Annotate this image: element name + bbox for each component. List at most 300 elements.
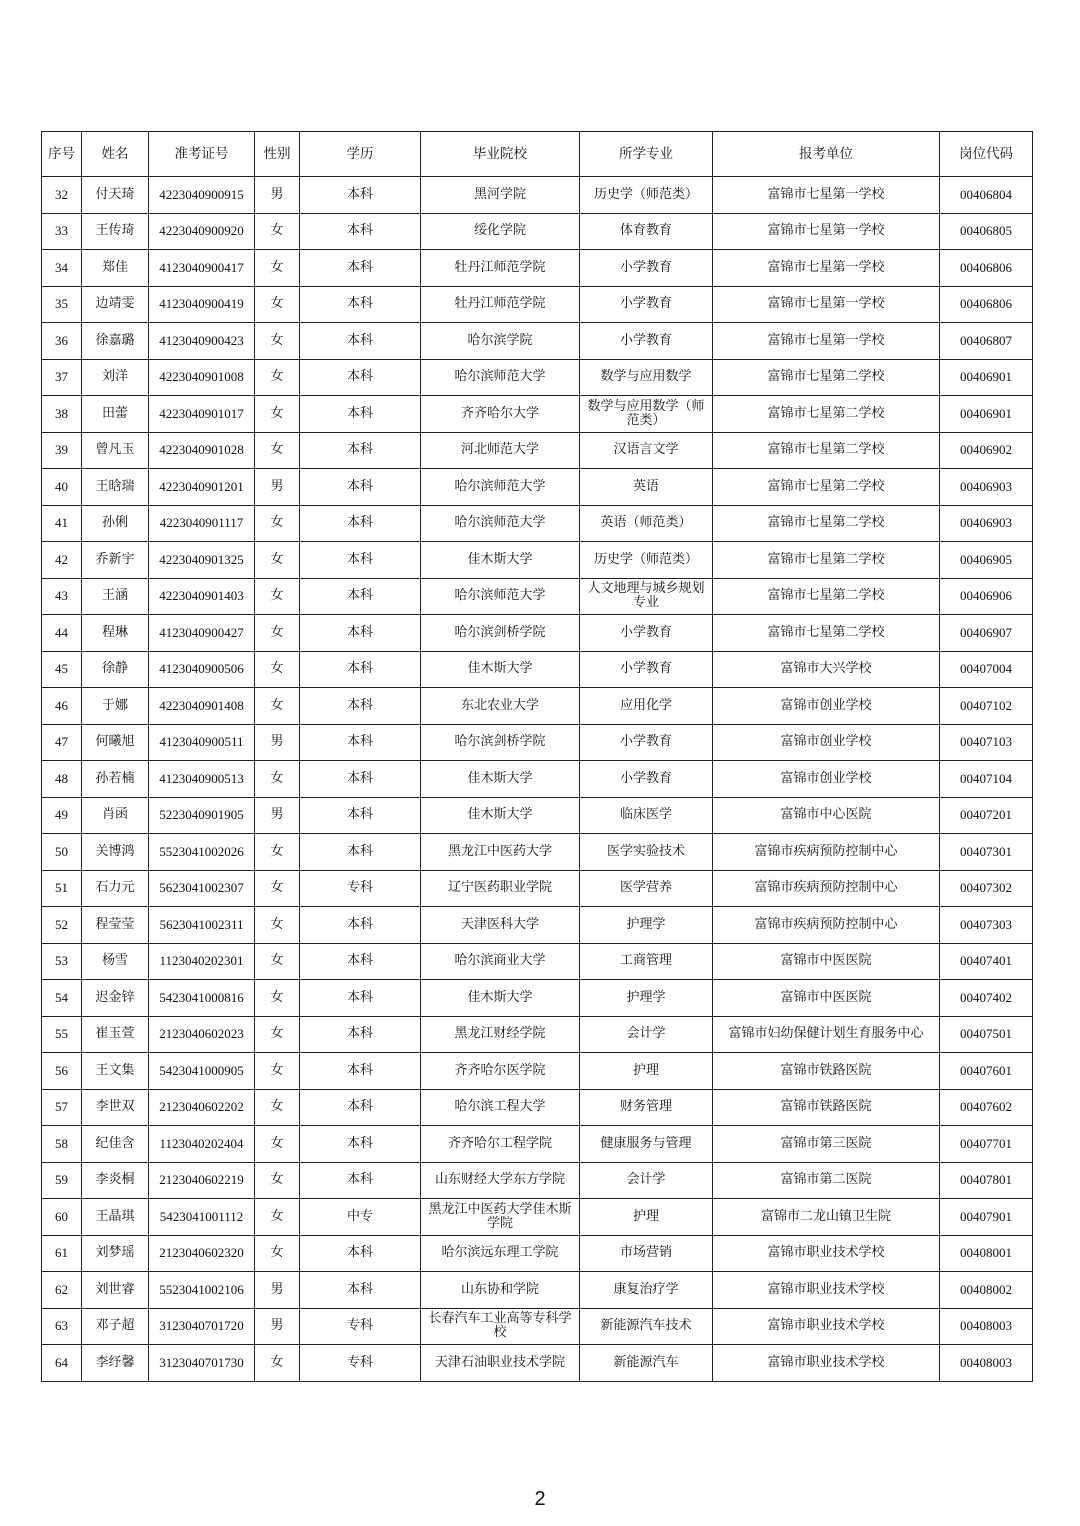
cell-index: 37	[42, 359, 82, 396]
cell-exam-id: 4223040901403	[149, 578, 255, 615]
cell-education: 本科	[300, 615, 421, 652]
cell-education: 本科	[300, 907, 421, 944]
cell-employer: 富锦市疾病预防控制中心	[713, 907, 940, 944]
cell-education: 本科	[300, 323, 421, 360]
table-row	[42, 980, 1033, 1017]
cell-exam-id: 4223040901325	[149, 542, 255, 579]
cell-employer: 富锦市七星第一学校	[713, 250, 940, 287]
cell-education: 本科	[300, 980, 421, 1017]
cell-exam-id: 5623041002311	[149, 907, 255, 944]
cell-major: 汉语言文学	[580, 432, 713, 469]
cell-education: 本科	[300, 1235, 421, 1272]
cell-major: 小学教育	[580, 724, 713, 761]
cell-index: 40	[42, 469, 82, 506]
cell-index: 53	[42, 943, 82, 980]
cell-school: 河北师范大学	[421, 432, 580, 469]
cell-exam-id: 1123040202301	[149, 943, 255, 980]
cell-school: 山东财经大学东方学院	[421, 1162, 580, 1199]
cell-major: 临床医学	[580, 797, 713, 834]
cell-employer: 富锦市七星第二学校	[713, 396, 940, 433]
cell-position-code: 00406903	[940, 469, 1033, 506]
cell-gender: 女	[255, 432, 300, 469]
cell-major: 市场营销	[580, 1235, 713, 1272]
table-row	[42, 1199, 1033, 1236]
cell-name: 徐静	[82, 651, 149, 688]
cell-exam-id: 3123040701720	[149, 1308, 255, 1345]
cell-index: 62	[42, 1272, 82, 1309]
cell-name: 杨雪	[82, 943, 149, 980]
cell-education: 本科	[300, 505, 421, 542]
cell-employer: 富锦市中心医院	[713, 797, 940, 834]
cell-name: 李世双	[82, 1089, 149, 1126]
cell-index: 42	[42, 542, 82, 579]
cell-name: 刘洋	[82, 359, 149, 396]
cell-name: 石力元	[82, 870, 149, 907]
cell-major: 小学教育	[580, 761, 713, 798]
cell-employer: 富锦市七星第二学校	[713, 469, 940, 506]
cell-major: 小学教育	[580, 286, 713, 323]
cell-index: 56	[42, 1053, 82, 1090]
cell-school: 黑龙江中医药大学佳木斯学院	[421, 1199, 580, 1236]
cell-gender: 女	[255, 615, 300, 652]
cell-name: 崔玉萱	[82, 1016, 149, 1053]
cell-position-code: 00406901	[940, 396, 1033, 433]
cell-gender: 女	[255, 359, 300, 396]
cell-name: 徐嘉璐	[82, 323, 149, 360]
table-row	[42, 469, 1033, 506]
cell-school: 哈尔滨工程大学	[421, 1089, 580, 1126]
cell-gender: 女	[255, 1199, 300, 1236]
cell-index: 51	[42, 870, 82, 907]
cell-position-code: 00407801	[940, 1162, 1033, 1199]
cell-school: 天津石油职业技术学院	[421, 1345, 580, 1382]
table-row	[42, 250, 1033, 287]
cell-school: 哈尔滨师范大学	[421, 578, 580, 615]
cell-position-code: 00406906	[940, 578, 1033, 615]
table-row	[42, 651, 1033, 688]
cell-school: 黑龙江中医药大学	[421, 834, 580, 871]
cell-name: 孙若楠	[82, 761, 149, 798]
cell-position-code: 00406804	[940, 177, 1033, 214]
cell-position-code: 00406806	[940, 286, 1033, 323]
cell-index: 34	[42, 250, 82, 287]
cell-index: 54	[42, 980, 82, 1017]
cell-name: 于娜	[82, 688, 149, 725]
cell-major: 工商管理	[580, 943, 713, 980]
cell-major: 护理	[580, 1053, 713, 1090]
cell-employer: 富锦市职业技术学校	[713, 1235, 940, 1272]
cell-name: 王晗瑞	[82, 469, 149, 506]
cell-index: 33	[42, 213, 82, 250]
cell-school: 哈尔滨剑桥学院	[421, 615, 580, 652]
cell-exam-id: 4123040900417	[149, 250, 255, 287]
cell-school: 哈尔滨师范大学	[421, 505, 580, 542]
cell-name: 王涵	[82, 578, 149, 615]
cell-school: 齐齐哈尔医学院	[421, 1053, 580, 1090]
cell-education: 本科	[300, 469, 421, 506]
cell-index: 35	[42, 286, 82, 323]
cell-education: 本科	[300, 688, 421, 725]
cell-employer: 富锦市职业技术学校	[713, 1272, 940, 1309]
cell-employer: 富锦市疾病预防控制中心	[713, 834, 940, 871]
cell-school: 齐齐哈尔大学	[421, 396, 580, 433]
cell-school: 佳木斯大学	[421, 651, 580, 688]
cell-exam-id: 5623041002307	[149, 870, 255, 907]
cell-position-code: 00408003	[940, 1308, 1033, 1345]
cell-index: 58	[42, 1126, 82, 1163]
cell-position-code: 00408001	[940, 1235, 1033, 1272]
cell-name: 纪佳含	[82, 1126, 149, 1163]
table-row	[42, 907, 1033, 944]
cell-name: 刘世睿	[82, 1272, 149, 1309]
cell-school: 山东协和学院	[421, 1272, 580, 1309]
cell-name: 刘梦瑶	[82, 1235, 149, 1272]
cell-name: 郑佳	[82, 250, 149, 287]
table-row	[42, 1345, 1033, 1382]
table-row	[42, 396, 1033, 433]
cell-position-code: 00407303	[940, 907, 1033, 944]
cell-employer: 富锦市疾病预防控制中心	[713, 870, 940, 907]
cell-education: 本科	[300, 651, 421, 688]
cell-exam-id: 5423041000905	[149, 1053, 255, 1090]
cell-position-code: 00406902	[940, 432, 1033, 469]
cell-gender: 女	[255, 542, 300, 579]
cell-school: 黑龙江财经学院	[421, 1016, 580, 1053]
cell-major: 英语（师范类）	[580, 505, 713, 542]
cell-name: 王文集	[82, 1053, 149, 1090]
cell-major: 护理	[580, 1199, 713, 1236]
cell-index: 41	[42, 505, 82, 542]
cell-education: 本科	[300, 578, 421, 615]
cell-school: 东北农业大学	[421, 688, 580, 725]
cell-name: 边靖雯	[82, 286, 149, 323]
cell-school: 牡丹江师范学院	[421, 250, 580, 287]
cell-gender: 女	[255, 286, 300, 323]
cell-school: 长春汽车工业高等专科学校	[421, 1308, 580, 1345]
col-header-exam-id: 准考证号	[149, 132, 255, 177]
cell-name: 李纾馨	[82, 1345, 149, 1382]
cell-exam-id: 4123040900423	[149, 323, 255, 360]
cell-employer: 富锦市创业学校	[713, 724, 940, 761]
cell-school: 佳木斯大学	[421, 980, 580, 1017]
cell-school: 佳木斯大学	[421, 761, 580, 798]
cell-major: 英语	[580, 469, 713, 506]
col-header-education: 学历	[300, 132, 421, 177]
cell-major: 小学教育	[580, 651, 713, 688]
cell-gender: 女	[255, 1089, 300, 1126]
cell-employer: 富锦市中医医院	[713, 943, 940, 980]
cell-major: 历史学（师范类）	[580, 542, 713, 579]
header-row	[42, 132, 1033, 177]
cell-employer: 富锦市职业技术学校	[713, 1345, 940, 1382]
cell-education: 本科	[300, 359, 421, 396]
cell-major: 康复治疗学	[580, 1272, 713, 1309]
cell-school: 天津医科大学	[421, 907, 580, 944]
roster-body	[42, 177, 1033, 1382]
cell-major: 体育教育	[580, 213, 713, 250]
cell-index: 43	[42, 578, 82, 615]
col-header-employer: 报考单位	[713, 132, 940, 177]
cell-name: 程琳	[82, 615, 149, 652]
cell-major: 医学营养	[580, 870, 713, 907]
cell-name: 王晶琪	[82, 1199, 149, 1236]
cell-major: 财务管理	[580, 1089, 713, 1126]
cell-education: 本科	[300, 797, 421, 834]
cell-gender: 女	[255, 1235, 300, 1272]
cell-gender: 男	[255, 797, 300, 834]
cell-gender: 女	[255, 907, 300, 944]
cell-index: 44	[42, 615, 82, 652]
cell-index: 59	[42, 1162, 82, 1199]
cell-index: 49	[42, 797, 82, 834]
col-header-name: 姓名	[82, 132, 149, 177]
cell-name: 乔新宇	[82, 542, 149, 579]
cell-gender: 女	[255, 1126, 300, 1163]
cell-position-code: 00408003	[940, 1345, 1033, 1382]
page-number: 2	[534, 1488, 546, 1510]
cell-school: 绥化学院	[421, 213, 580, 250]
cell-education: 本科	[300, 213, 421, 250]
table-row	[42, 943, 1033, 980]
cell-school: 哈尔滨远东理工学院	[421, 1235, 580, 1272]
table-row	[42, 797, 1033, 834]
table-row	[42, 1162, 1033, 1199]
table-row	[42, 323, 1033, 360]
cell-position-code: 00407301	[940, 834, 1033, 871]
cell-position-code: 00407901	[940, 1199, 1033, 1236]
cell-major: 会计学	[580, 1162, 713, 1199]
cell-exam-id: 4123040900506	[149, 651, 255, 688]
cell-gender: 男	[255, 177, 300, 214]
cell-gender: 女	[255, 1016, 300, 1053]
cell-exam-id: 4223040901008	[149, 359, 255, 396]
cell-name: 孙俐	[82, 505, 149, 542]
cell-position-code: 00407401	[940, 943, 1033, 980]
cell-employer: 富锦市二龙山镇卫生院	[713, 1199, 940, 1236]
cell-major: 人文地理与城乡规划专业	[580, 578, 713, 615]
cell-position-code: 00407102	[940, 688, 1033, 725]
cell-education: 本科	[300, 177, 421, 214]
cell-position-code: 00407701	[940, 1126, 1033, 1163]
cell-position-code: 00407004	[940, 651, 1033, 688]
cell-position-code: 00407501	[940, 1016, 1033, 1053]
cell-gender: 男	[255, 1272, 300, 1309]
cell-index: 36	[42, 323, 82, 360]
cell-position-code: 00407104	[940, 761, 1033, 798]
cell-exam-id: 5523041002106	[149, 1272, 255, 1309]
cell-education: 本科	[300, 396, 421, 433]
cell-school: 齐齐哈尔工程学院	[421, 1126, 580, 1163]
cell-name: 程莹莹	[82, 907, 149, 944]
cell-gender: 女	[255, 250, 300, 287]
cell-name: 迟金锌	[82, 980, 149, 1017]
cell-major: 医学实验技术	[580, 834, 713, 871]
cell-employer: 富锦市中医医院	[713, 980, 940, 1017]
cell-education: 本科	[300, 724, 421, 761]
cell-exam-id: 5523041002026	[149, 834, 255, 871]
cell-school: 辽宁医药职业学院	[421, 870, 580, 907]
cell-exam-id: 4123040900427	[149, 615, 255, 652]
cell-employer: 富锦市七星第一学校	[713, 323, 940, 360]
cell-major: 护理学	[580, 980, 713, 1017]
cell-exam-id: 5423041001112	[149, 1199, 255, 1236]
cell-gender: 女	[255, 1162, 300, 1199]
table-row	[42, 1235, 1033, 1272]
cell-major: 应用化学	[580, 688, 713, 725]
table-row	[42, 213, 1033, 250]
table-row	[42, 432, 1033, 469]
cell-employer: 富锦市七星第二学校	[713, 615, 940, 652]
cell-major: 会计学	[580, 1016, 713, 1053]
cell-employer: 富锦市七星第二学校	[713, 505, 940, 542]
cell-school: 哈尔滨师范大学	[421, 469, 580, 506]
cell-gender: 女	[255, 323, 300, 360]
table-row	[42, 1053, 1033, 1090]
cell-gender: 女	[255, 396, 300, 433]
cell-name: 李炎桐	[82, 1162, 149, 1199]
cell-education: 本科	[300, 250, 421, 287]
cell-gender: 男	[255, 724, 300, 761]
cell-employer: 富锦市铁路医院	[713, 1053, 940, 1090]
cell-exam-id: 4223040900920	[149, 213, 255, 250]
cell-position-code: 00408002	[940, 1272, 1033, 1309]
cell-position-code: 00406807	[940, 323, 1033, 360]
cell-employer: 富锦市铁路医院	[713, 1089, 940, 1126]
cell-name: 邓子超	[82, 1308, 149, 1345]
cell-major: 历史学（师范类）	[580, 177, 713, 214]
cell-education: 本科	[300, 286, 421, 323]
cell-name: 何曦旭	[82, 724, 149, 761]
cell-position-code: 00407402	[940, 980, 1033, 1017]
cell-exam-id: 4223040901201	[149, 469, 255, 506]
cell-employer: 富锦市七星第一学校	[713, 286, 940, 323]
cell-exam-id: 4223040901017	[149, 396, 255, 433]
cell-school: 佳木斯大学	[421, 797, 580, 834]
cell-exam-id: 4223040901028	[149, 432, 255, 469]
cell-exam-id: 4123040900419	[149, 286, 255, 323]
cell-exam-id: 4123040900511	[149, 724, 255, 761]
cell-major: 小学教育	[580, 250, 713, 287]
cell-education: 专科	[300, 1345, 421, 1382]
cell-school: 哈尔滨学院	[421, 323, 580, 360]
cell-position-code: 00406903	[940, 505, 1033, 542]
cell-name: 曾凡玉	[82, 432, 149, 469]
cell-gender: 女	[255, 1345, 300, 1382]
cell-employer: 富锦市七星第二学校	[713, 578, 940, 615]
col-header-major: 所学专业	[580, 132, 713, 177]
table-row	[42, 870, 1033, 907]
cell-index: 57	[42, 1089, 82, 1126]
cell-employer: 富锦市七星第一学校	[713, 177, 940, 214]
cell-exam-id: 5223040901905	[149, 797, 255, 834]
cell-employer: 富锦市职业技术学校	[713, 1308, 940, 1345]
table-row	[42, 761, 1033, 798]
cell-school: 牡丹江师范学院	[421, 286, 580, 323]
cell-gender: 女	[255, 943, 300, 980]
col-header-gender: 性别	[255, 132, 300, 177]
table-row	[42, 1089, 1033, 1126]
table-row	[42, 177, 1033, 214]
table-row	[42, 1126, 1033, 1163]
cell-major: 新能源汽车	[580, 1345, 713, 1382]
cell-index: 39	[42, 432, 82, 469]
cell-education: 本科	[300, 761, 421, 798]
cell-employer: 富锦市七星第一学校	[713, 213, 940, 250]
cell-position-code: 00406805	[940, 213, 1033, 250]
cell-index: 63	[42, 1308, 82, 1345]
cell-exam-id: 3123040701730	[149, 1345, 255, 1382]
cell-gender: 女	[255, 761, 300, 798]
cell-gender: 女	[255, 980, 300, 1017]
cell-exam-id: 4223040901117	[149, 505, 255, 542]
cell-education: 本科	[300, 834, 421, 871]
cell-position-code: 00406901	[940, 359, 1033, 396]
cell-major: 数学与应用数学	[580, 359, 713, 396]
cell-education: 专科	[300, 1308, 421, 1345]
cell-exam-id: 2123040602023	[149, 1016, 255, 1053]
cell-name: 王传琦	[82, 213, 149, 250]
cell-name: 肖函	[82, 797, 149, 834]
cell-employer: 富锦市第三医院	[713, 1126, 940, 1163]
cell-index: 38	[42, 396, 82, 433]
cell-exam-id: 5423041000816	[149, 980, 255, 1017]
cell-education: 本科	[300, 432, 421, 469]
cell-position-code: 00406806	[940, 250, 1033, 287]
cell-major: 数学与应用数学（师范类）	[580, 396, 713, 433]
cell-gender: 女	[255, 651, 300, 688]
cell-gender: 女	[255, 578, 300, 615]
cell-name: 关博鸿	[82, 834, 149, 871]
cell-name: 田蕾	[82, 396, 149, 433]
cell-major: 小学教育	[580, 615, 713, 652]
cell-major: 新能源汽车技术	[580, 1308, 713, 1345]
cell-school: 哈尔滨商业大学	[421, 943, 580, 980]
table-row	[42, 578, 1033, 615]
cell-index: 60	[42, 1199, 82, 1236]
cell-gender: 女	[255, 870, 300, 907]
table-row	[42, 542, 1033, 579]
cell-employer: 富锦市七星第二学校	[713, 542, 940, 579]
table-row	[42, 505, 1033, 542]
cell-education: 本科	[300, 1126, 421, 1163]
cell-position-code: 00407103	[940, 724, 1033, 761]
cell-exam-id: 4123040900513	[149, 761, 255, 798]
table-row	[42, 724, 1033, 761]
cell-index: 55	[42, 1016, 82, 1053]
table-row	[42, 359, 1033, 396]
cell-index: 46	[42, 688, 82, 725]
cell-education: 本科	[300, 1053, 421, 1090]
cell-position-code: 00406905	[940, 542, 1033, 579]
cell-employer: 富锦市第二医院	[713, 1162, 940, 1199]
cell-school: 哈尔滨剑桥学院	[421, 724, 580, 761]
cell-index: 32	[42, 177, 82, 214]
cell-gender: 女	[255, 834, 300, 871]
table-row	[42, 1308, 1033, 1345]
col-header-school: 毕业院校	[421, 132, 580, 177]
cell-gender: 男	[255, 1308, 300, 1345]
cell-employer: 富锦市妇幼保健计划生育服务中心	[713, 1016, 940, 1053]
roster-table	[41, 131, 1033, 1382]
cell-index: 52	[42, 907, 82, 944]
cell-education: 中专	[300, 1199, 421, 1236]
table-row	[42, 1016, 1033, 1053]
cell-education: 本科	[300, 1089, 421, 1126]
cell-major: 小学教育	[580, 323, 713, 360]
cell-education: 本科	[300, 1272, 421, 1309]
table-row	[42, 1272, 1033, 1309]
cell-employer: 富锦市创业学校	[713, 761, 940, 798]
